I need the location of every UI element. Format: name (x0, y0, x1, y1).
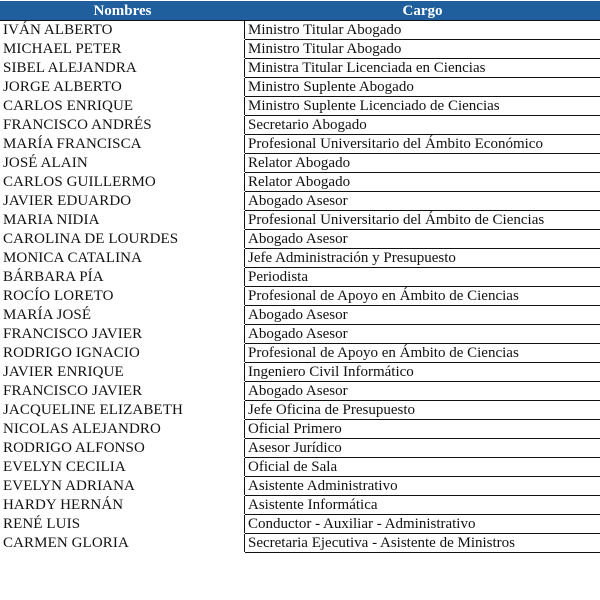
table-row (1, 59, 600, 78)
cell-nombre: JAVIER ENRIQUE (1, 363, 245, 382)
cell-cargo: Abogado Asesor (245, 306, 600, 325)
cell-nombre: MICHAEL PETER (1, 40, 245, 59)
cell-cargo: Profesional Universitario del Ámbito Económico (245, 135, 600, 154)
cell-cargo: Abogado Asesor (245, 382, 600, 401)
cell-nombre: RODRIGO IGNACIO (1, 344, 245, 363)
cell-cargo: Profesional Universitario del Ámbito de Ciencias (245, 211, 600, 230)
cell-nombre: IVÁN ALBERTO (1, 21, 245, 40)
table-row (1, 268, 600, 287)
cell-nombre: CARMEN GLORIA (1, 534, 245, 553)
cell-nombre: HARDY HERNÁN (1, 496, 245, 515)
cell-cargo: Ministro Titular Abogado (245, 21, 600, 40)
cell-cargo: Secretaria Ejecutiva - Asistente de Ministros (245, 534, 600, 553)
cell-cargo: Ministro Titular Abogado (245, 40, 600, 59)
table-row (1, 306, 600, 325)
table-row (1, 249, 600, 268)
cell-cargo: Abogado Asesor (245, 230, 600, 249)
table-row (1, 477, 600, 496)
cell-cargo: Abogado Asesor (245, 192, 600, 211)
cell-nombre: JORGE ALBERTO (1, 78, 245, 97)
table-row (1, 363, 600, 382)
table-row (1, 401, 600, 420)
cell-nombre: NICOLAS ALEJANDRO (1, 420, 245, 439)
table-row (1, 211, 600, 230)
cell-nombre: RODRIGO ALFONSO (1, 439, 245, 458)
table-row (1, 515, 600, 534)
table-row (1, 458, 600, 477)
cell-nombre: BÁRBARA PÍA (1, 268, 245, 287)
cell-nombre: SIBEL ALEJANDRA (1, 59, 245, 78)
cell-cargo: Secretario Abogado (245, 116, 600, 135)
cell-nombre: MARÍA JOSÉ (1, 306, 245, 325)
table-row (1, 78, 600, 97)
column-header-nombres: Nombres (1, 2, 245, 21)
cell-nombre: RENÉ LUIS (1, 515, 245, 534)
cell-cargo: Ministro Suplente Licenciado de Ciencias (245, 97, 600, 116)
cell-nombre: CARLOS GUILLERMO (1, 173, 245, 192)
cell-nombre: FRANCISCO JAVIER (1, 325, 245, 344)
table-body (1, 21, 600, 553)
table-row (1, 344, 600, 363)
cell-nombre: MONICA CATALINA (1, 249, 245, 268)
header-row (1, 2, 600, 21)
cell-cargo: Asistente Administrativo (245, 477, 600, 496)
cell-cargo: Jefe Oficina de Presupuesto (245, 401, 600, 420)
cell-cargo: Oficial de Sala (245, 458, 600, 477)
cell-cargo: Conductor - Auxiliar - Administrativo (245, 515, 600, 534)
cell-cargo: Oficial Primero (245, 420, 600, 439)
table-row (1, 40, 600, 59)
cell-nombre: FRANCISCO JAVIER (1, 382, 245, 401)
table-row (1, 287, 600, 306)
cell-cargo: Ingeniero Civil Informático (245, 363, 600, 382)
table-row (1, 21, 600, 40)
cell-cargo: Ministra Titular Licenciada en Ciencias (245, 59, 600, 78)
cell-nombre: MARÍA FRANCISCA (1, 135, 245, 154)
table-row (1, 192, 600, 211)
cell-cargo: Relator Abogado (245, 173, 600, 192)
cell-cargo: Asesor Jurídico (245, 439, 600, 458)
cell-cargo: Asistente Informática (245, 496, 600, 515)
table-row (1, 97, 600, 116)
cell-nombre: ROCÍO LORETO (1, 287, 245, 306)
table-row (1, 135, 600, 154)
cell-cargo: Jefe Administración y Presupuesto (245, 249, 600, 268)
cell-cargo: Abogado Asesor (245, 325, 600, 344)
cell-nombre: MARIA NIDIA (1, 211, 245, 230)
table-row (1, 325, 600, 344)
table-row (1, 439, 600, 458)
table-row (1, 230, 600, 249)
cell-nombre: EVELYN CECILIA (1, 458, 245, 477)
cell-nombre: CAROLINA DE LOURDES (1, 230, 245, 249)
staff-table-sheet (0, 1, 600, 553)
cell-nombre: CARLOS ENRIQUE (1, 97, 245, 116)
cell-nombre: JAVIER EDUARDO (1, 192, 245, 211)
table-row (1, 116, 600, 135)
cell-nombre: JOSÉ ALAIN (1, 154, 245, 173)
cell-cargo: Ministro Suplente Abogado (245, 78, 600, 97)
table-row (1, 382, 600, 401)
column-header-cargo: Cargo (245, 2, 600, 21)
cell-cargo: Profesional de Apoyo en Ámbito de Ciencias (245, 344, 600, 363)
cell-nombre: EVELYN ADRIANA (1, 477, 245, 496)
table-row (1, 496, 600, 515)
staff-table (0, 1, 600, 553)
table-header (1, 2, 600, 21)
table-row (1, 420, 600, 439)
table-row (1, 154, 600, 173)
cell-nombre: JACQUELINE ELIZABETH (1, 401, 245, 420)
table-row (1, 173, 600, 192)
cell-cargo: Relator Abogado (245, 154, 600, 173)
cell-cargo: Periodista (245, 268, 600, 287)
cell-cargo: Profesional de Apoyo en Ámbito de Ciencias (245, 287, 600, 306)
table-row (1, 534, 600, 553)
cell-nombre: FRANCISCO ANDRÉS (1, 116, 245, 135)
